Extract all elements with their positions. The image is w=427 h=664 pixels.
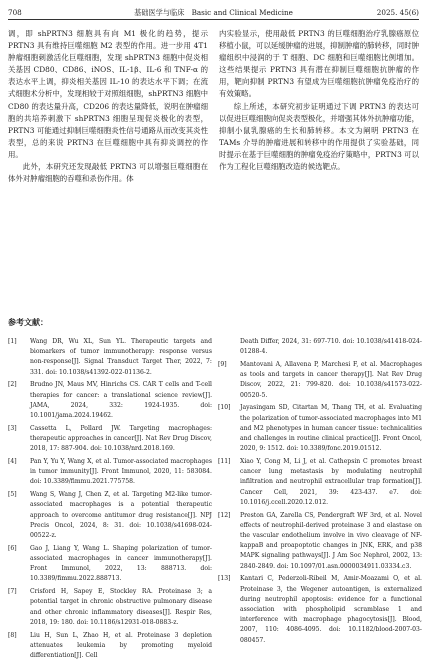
reference-text: Pan Y, Yu Y, Wang X, et al. Tumor-associated macrophages in tumor immunity[J]. Front Immunol, 2020, 11: 583084. doi: 10.3389/fimmu.2021.775758. [30, 458, 212, 486]
issue-info: 2025. 45(6) [376, 8, 419, 17]
page-number: 708 [8, 8, 22, 17]
reference-text: Gao J, Liang Y, Wang L. Shaping polarization of tumor-associated macrophages in cancer immunotherapy[J]. Front Immunol, 2022, 13: 888713. doi: 10.3389/fimmu.2022.888713. [30, 544, 212, 583]
references-heading: 参考文献： [8, 318, 48, 327]
references-column-right [218, 337, 422, 648]
reference-item [218, 511, 422, 572]
reference-text: Kantari C, Pederzoli-Ribeil M, Amir-Moazami O, et al. Proteinase 3, the Wegener autoantigen, is externalized during neutrophil apoptosis: evidence for a functional association with phospholipid scramblase 1 and interference with macrophage phagocytosis[J]. Blood, 2007, 110: 4086-4095. doi: 10.1182/blood-2007-03-080457. [240, 575, 422, 644]
reference-number: [2] [8, 381, 17, 389]
paragraph: 内实验显示，使用敲低 PRTN3 的巨噬细胞治疗乳腺癌原位移植小鼠，可以延缓肿瘤的进展，抑制肿瘤的肺转移，同时肿瘤组织中浸润的于 T 细胞、DC 细胞和巨噬细胞比例增加。这些结果提示 PRTN3 具有潜在抑制巨噬细胞抗肿瘤的作用，靶向抑制 PRTN3 有望成为巨噬细胞抗肿瘤免疫治疗的有效策略。 [219, 29, 419, 99]
paragraph: 综上所述，本研究初步证明通过下调 PRTN3 的表达可以促进巨噬细胞向促炎表型极化，并增强其体外抗肿瘤功能，抑制小鼠乳腺癌的生长和肺转移。本文为阐明 PRTN3 在 TAMs 介导的肿瘤进展和转移中的作用提供了实验基础，同时提示在基于巨噬细胞的肿瘤免疫治疗策略中，PRTN3 可以作为工程化巨噬细胞改造的候选靶点。 [219, 101, 419, 172]
reference-text: Xiao Y, Cong M, Li J, et al. Cathepsin C promotes breast cancer lung metastasis by modulating neutrophil infiltration and neutrophil extracellular trap formation[J]. Cancer Cell, 2021, 39: 423-437. e7. doi: 10.1016/j.ccell.2020.12.012. [240, 458, 422, 506]
reference-text: Jayasingam SD, Citartan M, Thang TH, et al. Evaluating the polarization of tumor-associated macrophages into M1 and M2 phenotypes in human cancer tissue: technicalities and challenges in routine clinical practice[J]. Front Oncol, 2020, 9: 1512. doi: 10.3389/fonc.2019.01512. [240, 404, 422, 453]
body-column-left [8, 28, 208, 185]
reference-number: [5] [8, 491, 17, 499]
reference-item [8, 490, 212, 541]
reference-number: [13] [218, 575, 231, 583]
reference-item [8, 337, 212, 378]
reference-item [8, 544, 212, 585]
reference-text: Preston GA, Zarella CS, Pendergraft WF 3rd, et al. Novel effects of neutrophil-derived proteinase 3 and elastase on the vascular endothelium involve in vivo cleavage of NF-kappaB and proapoptotic changes in JNK, ERK, and p38 MAPK signaling pathways[J]. J Am Soc Nephrol, 2002, 13: 2840-2849. doi: 10.1097/01.asn.0000034911.03334.c3. [240, 511, 422, 570]
reference-number: [12] [218, 511, 231, 519]
reference-item [218, 403, 422, 454]
reference-text: Crisford H, Sapey E, Stockley RA. Proteinase 3; a potential target in chronic obstructive pulmonary disease and other chronic inflammatory diseases[J]. Respir Res, 2018, 19: 180. doi: 10.1186/s12931-018-0883-z. [30, 588, 212, 626]
paragraph: 调，即 shPRTN3 细胞具有向 M1 极化的趋势，提示 PRTN3 具有维持巨噬细胞 M2 表型的作用。进一步用 4T1 肿瘤细胞刺激活化巨噬细胞，发现 shPRTN3 细胞中促炎相关基因 CD80、CD86、iNOS、IL-1β、IL-6 和 TNF-α 的表达水平上调，抑炎相关基因 IL-10 的表达水平下调；在流式细胞术分析中，发现相较于对照组细胞，shPRTN3 细胞中 CD80 的表达量升高，CD206 的表达量降低，说明在肿瘤细胞的共培养刺激下 shPRTN3 细胞呈现促炎极化的表型，PRTN3 可能通过抑制巨噬细胞炎性信号通路从而改变其炎性表型，总的来说 PRTN3 在巨噬细胞中具有抑炎调控的作用。 [8, 29, 209, 159]
reference-item [8, 457, 212, 488]
header-rule [8, 19, 419, 20]
reference-text: Wang S, Wang J, Chen Z, et al. Targeting M2-like tumor-associated macrophages is a potential therapeutic approach to overcome antitumor drug resistance[J]. NPJ Precis Oncol, 2024, 8: 31. doi: 10.1038/s41698-024-00522-z. [30, 491, 212, 540]
reference-item [8, 631, 212, 662]
reference-item [8, 380, 212, 421]
reference-number: [6] [8, 544, 17, 552]
reference-item [218, 457, 422, 508]
reference-continuation: Death Differ, 2024, 31: 697-710. doi: 10.1038/s41418-024-01288-4. [240, 338, 422, 356]
reference-item [8, 587, 212, 628]
reference-number: [7] [8, 588, 17, 596]
page-header [8, 6, 419, 20]
paragraph: 此外，本研究还发现敲低 PRTN3 可以增强巨噬细胞在体外对肿瘤细胞的吞噬和杀伤作用。体 [8, 162, 208, 184]
reference-number: [4] [8, 458, 17, 466]
reference-number: [9] [218, 361, 227, 368]
body-column-right [219, 28, 419, 173]
reference-text: Brudno JN, Maus MV, Hinrichs CS. CAR T cells and T-cell therapies for cancer: a translational science review[J]. JAMA, 2024, 332: 1924-1935. doi: 10.1001/jama.2024.19462. [30, 381, 212, 420]
reference-number: [11] [218, 458, 231, 466]
reference-item [218, 574, 422, 645]
reference-number: [10] [218, 404, 231, 412]
reference-text: Liu H, Sun L, Zhao H, et al. Proteinase 3 depletion attenuates leukemia by promoting myeloid differentiation[J]. Cell [30, 631, 212, 660]
reference-text: Mantovani A, Allavena P, Marchesi F, et al. Macrophages as tools and targets in cancer therapy[J]. Nat Rev Drug Discov, 2022, 21: 799-820. doi: 10.1038/s41573-022-00520-5. [240, 361, 422, 399]
reference-number: [3] [8, 424, 17, 432]
reference-item [8, 424, 212, 455]
reference-text: Cassetta L, Pollard JW. Targeting macrophages: therapeutic approaches in cancer[J]. Nat Rev Drug Discov, 2018, 17: 887-904. doi: 10.1038/nrd.2018.169. [30, 424, 212, 453]
reference-number: [1] [8, 338, 17, 345]
reference-text: Wang DR, Wu XL, Sun YL. Therapeutic targets and biomarkers of tumor immunotherapy: response versus non-response[J]. Signal Transduct Target Ther, 2022, 7: 331. doi: 10.1038/s41392-022-01136-2. [30, 338, 212, 376]
reference-item [218, 360, 422, 401]
references-column-left [8, 337, 212, 664]
reference-number: [8] [8, 631, 17, 639]
journal-title: 基础医学与临床 Basic and Clinical Medicine [134, 8, 293, 17]
